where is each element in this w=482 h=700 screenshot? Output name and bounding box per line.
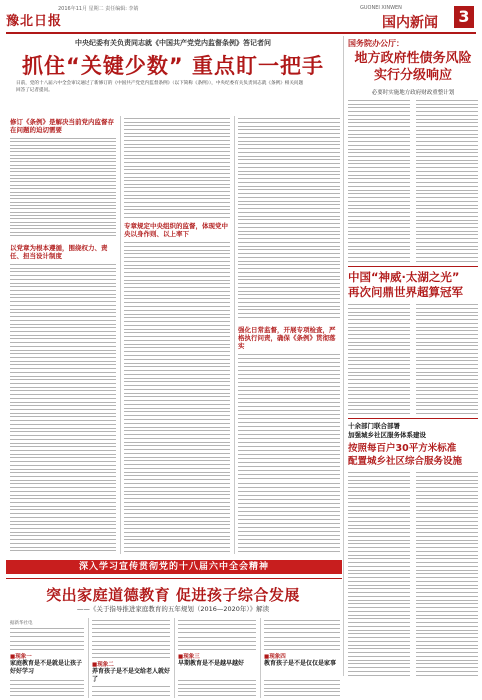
right-story-1-subtitle: 必要时实施地方政府财政重整计划 xyxy=(371,90,455,96)
column-divider xyxy=(88,618,89,698)
body-text-block xyxy=(92,686,170,696)
body-text-block xyxy=(348,472,410,676)
right-story-2-headline xyxy=(348,270,478,300)
right-story-1-headline-line-2: 实行分级响应 xyxy=(373,68,452,83)
bottom-subhead: 早期教育是不是越早越好 xyxy=(178,660,245,667)
masthead xyxy=(0,0,482,32)
body-text-block xyxy=(10,680,84,696)
lead-subhead: 以党章为根本遵循，围绕权力、责任、担当设计制度 xyxy=(10,244,108,260)
bottom-subhead: 家庭教育是不是就是让孩子好好学习 xyxy=(10,660,83,675)
body-text-block xyxy=(10,628,84,650)
body-text-block xyxy=(92,620,170,658)
lead-subhead: 修订《条例》是解决当前党内监督存在问题的迫切需要 xyxy=(10,118,114,134)
story-separator xyxy=(348,418,478,419)
lead-subhead: 专章规定中央组织的监督，体现党中央以身作则、以上率下 xyxy=(124,222,228,238)
column-divider xyxy=(234,116,235,554)
right-story-3-headline-line-1: 按照每百户30平方米标准 xyxy=(348,443,457,454)
body-text-block xyxy=(178,680,256,696)
right-story-1-kicker: 国务院办公厅： xyxy=(348,39,404,48)
section-title: 国内新闻 xyxy=(382,15,438,31)
right-story-3-headline-line-2: 配置城乡社区综合服务设施 xyxy=(348,456,463,467)
newspaper-logo: 豫北日报 xyxy=(6,14,63,29)
right-story-3-kicker-line-2: 加强城乡社区服务体系建设 xyxy=(348,431,426,439)
body-text-block xyxy=(348,304,410,414)
masthead-rule xyxy=(6,32,476,34)
body-text-block xyxy=(238,354,340,552)
lead-kicker: 中央纪委有关负责同志就《中国共产党党内监督条例》答记者问 xyxy=(75,39,271,47)
body-text-block xyxy=(10,138,116,236)
lead-subhead: 强化日常监督，开展专项检查，严格执行问责，确保《条例》贯彻落实 xyxy=(238,326,336,350)
column-divider xyxy=(343,36,344,676)
right-story-2-headline-line-1: 中国“神威·太湖之光” xyxy=(348,270,460,284)
body-text-block xyxy=(124,242,230,552)
body-text-block xyxy=(416,304,478,414)
story-separator xyxy=(348,266,478,267)
body-text-block xyxy=(264,680,340,696)
right-story-1-headline-line-1: 地方政府性债务风险 xyxy=(354,51,472,66)
right-story-1-headline xyxy=(348,50,478,84)
bottom-subhead-label: ■现象三 xyxy=(178,654,200,660)
lead-headline: 抓住“关键少数” 重点盯一把手 xyxy=(22,54,324,78)
right-story-3-kicker xyxy=(348,422,478,440)
bottom-byline: 据新华社电 xyxy=(10,621,33,626)
body-text-block xyxy=(348,100,410,262)
right-story-3-headline xyxy=(348,442,478,468)
bottom-headline: 突出家庭道德教育 促进孩子综合发展 xyxy=(46,586,300,604)
bottom-subhead-label: ■现象二 xyxy=(92,662,114,668)
lead-deck-line-1: 日前，党的十八届六中全会审议通过了新修订的《中国共产党党内监督条例》（以下简称《条例》），中央纪委有关负责同志就《条例》相关问题 xyxy=(16,81,304,86)
bottom-subhead: 养育孩子是不是交给老人就好了 xyxy=(92,668,171,683)
column-divider xyxy=(260,618,261,698)
lead-deck xyxy=(16,80,334,94)
bottom-subtitle: ——《关于指导推进家庭教育的五年规划（2016—2020年）》解读 xyxy=(76,605,270,613)
bottom-subhead: 教育孩子是不是仅仅是家事 xyxy=(264,660,337,667)
bottom-subhead-label: ■现象一 xyxy=(10,654,32,660)
body-text-block xyxy=(10,264,116,552)
column-divider xyxy=(174,618,175,698)
page-number: 3 xyxy=(454,6,474,28)
right-story-2-headline-line-2: 再次问鼎世界超算冠军 xyxy=(348,285,463,299)
body-text-block xyxy=(124,118,230,218)
right-story-3-kicker-line-1: 十余部门联合部署 xyxy=(348,422,400,430)
body-text-block xyxy=(238,118,340,318)
slogan-banner: 深入学习宣传贯彻党的十八届六中全会精神 xyxy=(6,560,342,574)
lead-deck-line-2: 回答了记者提问。 xyxy=(16,88,53,93)
section-pinyin: GUONEI XINWEN xyxy=(360,5,402,11)
bottom-subhead-label: ■现象四 xyxy=(264,654,286,660)
bottom-rule xyxy=(6,578,342,579)
dateline: 2016年11月 星期二 责任编辑: 李婧 xyxy=(58,6,139,12)
body-text-block xyxy=(178,620,256,650)
body-text-block xyxy=(416,100,478,262)
column-divider xyxy=(120,116,121,554)
body-text-block xyxy=(264,620,340,650)
body-text-block xyxy=(416,472,478,676)
